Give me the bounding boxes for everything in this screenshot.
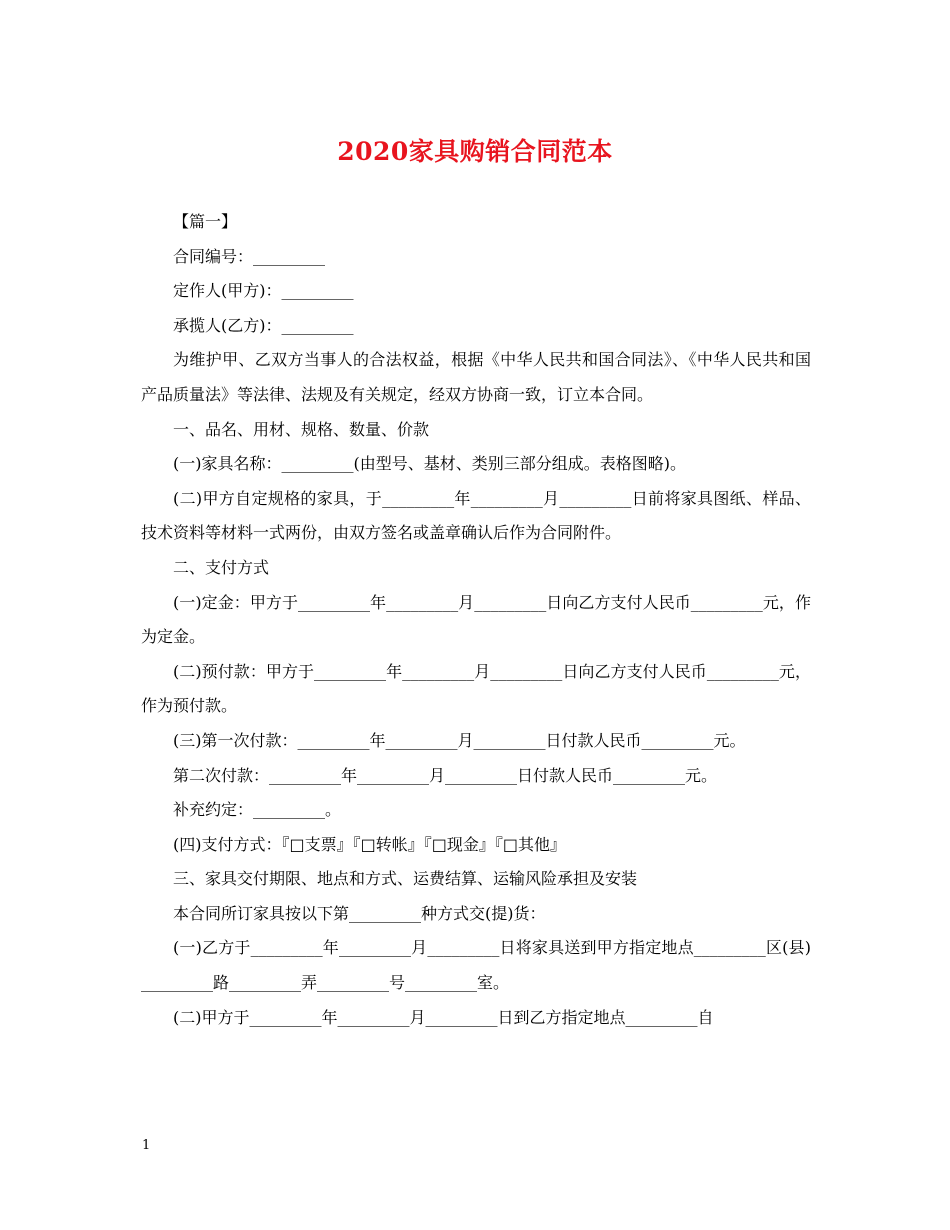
page-number: 1 [142, 1138, 151, 1153]
preamble-paragraph: 为维护甲、乙双方当事人的合法权益，根据《中华人民共和国合同法》、《中华人民共和国产品质量法》等法律、法规及有关规定，经双方协商一致，订立本合同。 [141, 350, 811, 404]
document-body [141, 205, 811, 1035]
section-heading: 【篇一】 [173, 212, 238, 231]
clause-heading-3: 三、家具交付期限、地点和方式、运费结算、运输风险承担及安装 [173, 869, 638, 889]
contract-number-line: 合同编号：_________ [173, 246, 326, 266]
clause-paragraph: (二)甲方于_________年_________月_________日到乙方指定地点_________自 [173, 1007, 714, 1027]
clause-heading-1: 一、品名、用材、规格、数量、价款 [173, 419, 430, 439]
document-title: 2020家具购销合同范本 [337, 137, 613, 166]
party-a-line: 定作人(甲方)：_________ [173, 281, 354, 301]
clause-paragraph: (一)家具名称：_________(由型号、基材、类别三部分组成。表格图略)。 [173, 454, 686, 474]
clause-paragraph: (四)支付方式：『□支票』『□转帐』『□现金』『□其他』 [173, 834, 566, 854]
clause-heading-2: 二、支付方式 [173, 557, 270, 577]
clause-paragraph: (二)预付款：甲方于_________年_________月_________日向乙方支付人民币_________元，作为预付款。 [141, 661, 811, 716]
party-b-line: 承揽人(乙方)：_________ [173, 315, 354, 335]
clause-paragraph: 第二次付款：_________年_________月_________日付款人民币_________元。 [173, 765, 718, 785]
clause-paragraph: 补充约定：_________。 [173, 800, 342, 820]
clause-paragraph: (一)乙方于_________年_________月_________日将家具送到甲方指定地点_________区(县)_________路_________弄_________号_________室。 [141, 938, 811, 993]
clause-paragraph: (二)甲方自定规格的家具，于_________年_________月_________日前将家具图纸、样品、技术资料等材料一式两份，由双方签名或盖章确认后作为合同附件。 [141, 488, 811, 543]
clause-paragraph: (三)第一次付款：_________年_________月_________日付款人民币_________元。 [173, 730, 746, 750]
clause-paragraph: (一)定金：甲方于_________年_________月_________日向乙方支付人民币_________元，作为定金。 [141, 592, 811, 647]
clause-paragraph: 本合同所订家具按以下第_________种方式交(提)货： [173, 903, 546, 923]
